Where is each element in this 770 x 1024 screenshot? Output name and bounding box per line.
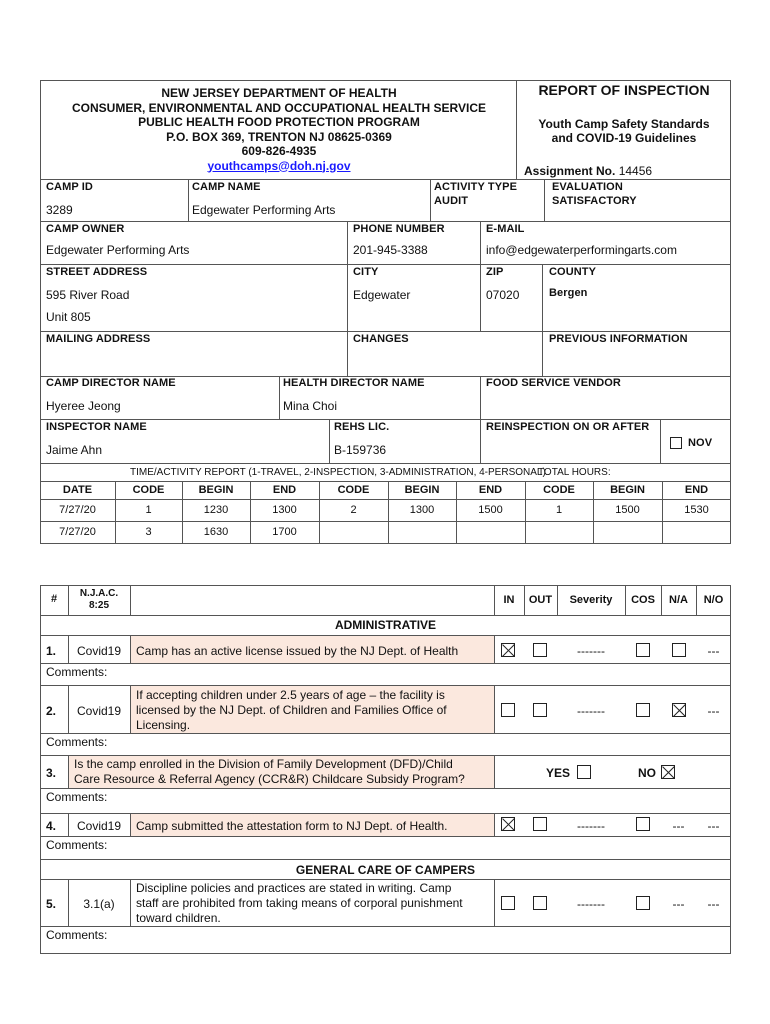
row-divider bbox=[40, 733, 731, 734]
food-vendor-label: FOOD SERVICE VENDOR bbox=[486, 377, 621, 389]
evaluation-value: SATISFACTORY bbox=[552, 195, 637, 207]
col-divider bbox=[130, 585, 131, 615]
row-divider bbox=[40, 836, 731, 837]
item-1-num: 1. bbox=[46, 644, 57, 658]
col-header-in: IN bbox=[503, 594, 515, 606]
item-4-num: 4. bbox=[46, 819, 57, 833]
time-cell: 1300 bbox=[409, 504, 435, 516]
item-2-na-checkbox[interactable] bbox=[672, 703, 686, 717]
item-2-cos-checkbox[interactable] bbox=[636, 703, 650, 717]
col-divider bbox=[494, 755, 495, 788]
col-divider bbox=[130, 813, 131, 836]
nov-label: NOV bbox=[688, 437, 713, 449]
item-3-text-line: Care Resource & Referral Agency (CCR&R) Childcare Subsidy Program? bbox=[74, 772, 465, 786]
time-cell: 3 bbox=[145, 526, 152, 538]
col-divider bbox=[130, 635, 131, 663]
health-director-label: HEALTH DIRECTOR NAME bbox=[283, 377, 425, 389]
col-header-njac bbox=[68, 588, 130, 612]
item-5-na: --- bbox=[672, 897, 685, 911]
col-divider bbox=[130, 879, 131, 926]
dept-line: CONSUMER, ENVIRONMENTAL AND OCCUPATIONAL HEALTH SERVICE bbox=[71, 100, 487, 115]
item-2-comments-label: Comments: bbox=[46, 735, 108, 749]
street-label: STREET ADDRESS bbox=[46, 266, 148, 278]
city-label: CITY bbox=[353, 266, 379, 278]
time-cell: 7/27/20 bbox=[59, 504, 96, 516]
total-hours-label: TOTAL HOURS: bbox=[538, 467, 611, 478]
time-header-cell: DATE bbox=[62, 484, 93, 496]
time-cell: 1500 bbox=[615, 504, 640, 516]
time-cell: 1700 bbox=[272, 526, 297, 538]
row-divider bbox=[40, 788, 731, 789]
county-label: COUNTY bbox=[549, 266, 597, 278]
col-divider bbox=[542, 264, 543, 376]
col-divider bbox=[188, 179, 189, 221]
col-header-cos: COS bbox=[631, 594, 655, 606]
row-divider bbox=[40, 615, 731, 616]
email-value: info@edgewaterperformingarts.com bbox=[486, 243, 677, 257]
col-divider bbox=[494, 635, 495, 663]
njac-line-1: N.J.A.C. bbox=[79, 588, 119, 599]
zip-label: ZIP bbox=[486, 266, 504, 278]
col-divider bbox=[347, 221, 348, 376]
item-4-text: Camp submitted the attestation form to NJ Dept. of Health. bbox=[136, 819, 448, 833]
time-cell: 2 bbox=[350, 504, 357, 516]
dept-line: P.O. BOX 369, TRENTON NJ 08625-0369 bbox=[166, 129, 392, 144]
col-divider bbox=[544, 179, 545, 221]
item-5-text-line: staff are prohibited from taking means of corporal punishment bbox=[136, 896, 463, 910]
item-3-yes-checkbox[interactable] bbox=[577, 765, 591, 779]
item-4-no: --- bbox=[707, 819, 720, 833]
col-divider bbox=[279, 376, 280, 419]
assignment-value: 14456 bbox=[618, 164, 653, 178]
item-5-severity: ------- bbox=[577, 897, 605, 911]
item-1-cos-checkbox[interactable] bbox=[636, 643, 650, 657]
item-1-text: Camp has an active license issued by the NJ Dept. of Health bbox=[136, 644, 459, 658]
rehs-value: B-159736 bbox=[334, 443, 387, 457]
item-4-in-checkbox[interactable] bbox=[501, 817, 515, 831]
time-cell: 1 bbox=[555, 504, 563, 516]
item-2-severity: ------- bbox=[577, 704, 605, 718]
item-1-in-checkbox[interactable] bbox=[501, 643, 515, 657]
phone-value: 201-945-3388 bbox=[353, 243, 428, 257]
item-3-yes-label: YES bbox=[546, 766, 571, 780]
item-3-no-checkbox[interactable] bbox=[661, 765, 675, 779]
item-5-num: 5. bbox=[46, 897, 57, 911]
reinspection-label: REINSPECTION ON OR AFTER bbox=[486, 421, 650, 433]
dept-line: NEW JERSEY DEPARTMENT OF HEALTH bbox=[161, 86, 397, 100]
item-3-text bbox=[74, 757, 465, 787]
item-4-out-checkbox[interactable] bbox=[533, 817, 547, 831]
row-divider bbox=[40, 859, 731, 860]
col-divider bbox=[494, 685, 495, 733]
col-divider bbox=[329, 419, 330, 463]
time-header-cell: BEGIN bbox=[198, 484, 234, 496]
row-divider bbox=[40, 419, 731, 420]
item-5-text-line: toward children. bbox=[136, 911, 221, 925]
row-divider bbox=[40, 331, 731, 332]
time-cell: 1530 bbox=[684, 504, 709, 516]
col-divider bbox=[480, 221, 481, 331]
item-3-text-line: Is the camp enrolled in the Division of Family Development (DFD)/Child bbox=[74, 757, 453, 771]
rehs-label: REHS LIC. bbox=[334, 421, 390, 433]
county-value: Bergen bbox=[549, 287, 588, 299]
item-5-in-checkbox[interactable] bbox=[501, 896, 515, 910]
col-header-severity: Severity bbox=[569, 594, 613, 606]
item-4-na: --- bbox=[672, 819, 685, 833]
section-administrative: ADMINISTRATIVE bbox=[334, 618, 437, 632]
activity-type-label: ACTIVITY TYPE bbox=[434, 181, 517, 193]
col-header-na: N/A bbox=[669, 594, 688, 606]
time-header-cell: CODE bbox=[543, 484, 575, 496]
dept-line: 609-826-4935 bbox=[241, 144, 317, 158]
item-1-na-checkbox[interactable] bbox=[672, 643, 686, 657]
time-header-cell: BEGIN bbox=[610, 484, 645, 496]
row-divider bbox=[40, 499, 731, 500]
evaluation-label: EVALUATION bbox=[552, 181, 623, 193]
time-header-cell: BEGIN bbox=[404, 484, 440, 496]
camp-name-label: CAMP NAME bbox=[192, 181, 261, 193]
item-2-code: Covid19 bbox=[76, 704, 122, 718]
assignment-number bbox=[524, 164, 652, 178]
item-5-comments-label: Comments: bbox=[46, 928, 108, 942]
item-3-comments-label: Comments: bbox=[46, 790, 108, 804]
youthcamps-email-link[interactable]: youthcamps@doh.nj.gov bbox=[207, 158, 351, 173]
row-divider bbox=[40, 221, 731, 222]
email-label: E-MAIL bbox=[486, 223, 525, 235]
city-value: Edgewater bbox=[353, 288, 411, 302]
item-2-in-checkbox[interactable] bbox=[501, 703, 515, 717]
item-2-num: 2. bbox=[46, 704, 57, 718]
health-director-value: Mina Choi bbox=[283, 399, 338, 413]
camp-director-value: Hyeree Jeong bbox=[46, 399, 121, 413]
time-cell: 1300 bbox=[272, 504, 297, 516]
mailing-address-label: MAILING ADDRESS bbox=[46, 333, 151, 345]
nov-checkbox[interactable] bbox=[670, 437, 682, 449]
camp-owner-value: Edgewater Performing Arts bbox=[46, 243, 190, 257]
item-5-text bbox=[136, 881, 463, 926]
camp-id-label: CAMP ID bbox=[46, 181, 93, 193]
row-divider bbox=[40, 179, 731, 180]
time-header-cell: END bbox=[684, 484, 709, 496]
item-4-comments-label: Comments: bbox=[46, 838, 108, 852]
item-5-out-checkbox[interactable] bbox=[533, 896, 547, 910]
row-divider bbox=[40, 663, 731, 664]
time-header-cell: CODE bbox=[337, 484, 370, 496]
inspector-value: Jaime Ahn bbox=[46, 443, 103, 457]
row-divider bbox=[40, 481, 731, 482]
street-value-2: Unit 805 bbox=[46, 310, 91, 324]
camp-owner-label: CAMP OWNER bbox=[46, 223, 125, 235]
activity-type-value: AUDIT bbox=[434, 195, 469, 207]
item-3-num: 3. bbox=[46, 766, 57, 780]
item-5-cos-checkbox[interactable] bbox=[636, 896, 650, 910]
time-header-cell: END bbox=[478, 484, 503, 496]
col-divider bbox=[660, 419, 661, 463]
item-2-no: --- bbox=[707, 704, 720, 718]
time-cell: 1500 bbox=[478, 504, 503, 516]
camp-director-label: CAMP DIRECTOR NAME bbox=[46, 377, 176, 389]
time-header-cell: END bbox=[272, 484, 297, 496]
time-cell: 1230 bbox=[203, 504, 229, 516]
col-header-no: N/O bbox=[703, 594, 724, 606]
row-divider bbox=[40, 521, 731, 522]
col-divider bbox=[494, 879, 495, 926]
njac-line-2: 8:25 bbox=[88, 600, 109, 611]
item-1-severity: ------- bbox=[577, 644, 605, 658]
previous-info-label: PREVIOUS INFORMATION bbox=[549, 333, 688, 345]
item-4-severity: ------- bbox=[577, 819, 605, 833]
item-4-code: Covid19 bbox=[76, 819, 122, 833]
item-1-no: --- bbox=[707, 644, 720, 658]
time-cell: 7/27/20 bbox=[59, 526, 96, 538]
item-5-code: 3.1(a) bbox=[83, 897, 115, 911]
item-2-text-line: licensed by the NJ Dept. of Children and Families Office of bbox=[136, 703, 447, 717]
item-5-no: --- bbox=[707, 897, 720, 911]
item-2-text bbox=[136, 688, 447, 733]
street-value-1: 595 River Road bbox=[46, 288, 130, 302]
row-divider bbox=[40, 264, 731, 265]
item-1-comments-label: Comments: bbox=[46, 665, 108, 679]
changes-label: CHANGES bbox=[353, 333, 409, 345]
item-2-text-line: Licensing. bbox=[136, 718, 191, 732]
item-2-text-line: If accepting children under 2.5 years of age – the facility is bbox=[136, 688, 445, 702]
report-title: REPORT OF INSPECTION bbox=[538, 82, 710, 98]
dept-line: PUBLIC HEALTH FOOD PROTECTION PROGRAM bbox=[138, 115, 420, 129]
assignment-label: Assignment No. bbox=[524, 164, 616, 178]
report-subtitle-1: Youth Camp Safety Standards bbox=[538, 117, 710, 131]
item-4-cos-checkbox[interactable] bbox=[636, 817, 650, 831]
item-3-no-label: NO bbox=[638, 766, 656, 780]
time-cell: 1630 bbox=[203, 526, 229, 538]
col-header-out: OUT bbox=[528, 594, 553, 606]
item-1-out-checkbox[interactable] bbox=[533, 643, 547, 657]
section-general-care: GENERAL CARE OF CAMPERS bbox=[295, 863, 476, 877]
col-divider bbox=[68, 755, 69, 788]
col-header-num: # bbox=[50, 593, 58, 605]
col-divider bbox=[130, 685, 131, 733]
item-2-out-checkbox[interactable] bbox=[533, 703, 547, 717]
inspector-label: INSPECTOR NAME bbox=[46, 421, 147, 433]
zip-value: 07020 bbox=[486, 288, 520, 302]
camp-name-value: Edgewater Performing Arts bbox=[192, 203, 336, 217]
col-divider bbox=[494, 813, 495, 836]
row-divider bbox=[40, 879, 731, 880]
item-1-code: Covid19 bbox=[76, 644, 122, 658]
col-divider bbox=[430, 179, 431, 221]
department-header bbox=[44, 86, 514, 173]
time-activity-caption: TIME/ACTIVITY REPORT (1-TRAVEL, 2-INSPECTION, 3-ADMINISTRATION, 4-PERSONAL) bbox=[130, 467, 546, 478]
item-5-text-line: Discipline policies and practices are stated in writing. Camp bbox=[136, 881, 452, 895]
phone-label: PHONE NUMBER bbox=[353, 223, 445, 235]
row-divider bbox=[40, 463, 731, 464]
time-cell: 1 bbox=[145, 504, 152, 516]
row-divider bbox=[40, 926, 731, 927]
camp-id-value: 3289 bbox=[46, 203, 73, 217]
report-subtitle-2: and COVID-19 Guidelines bbox=[551, 131, 697, 145]
time-header-cell: CODE bbox=[132, 484, 165, 496]
